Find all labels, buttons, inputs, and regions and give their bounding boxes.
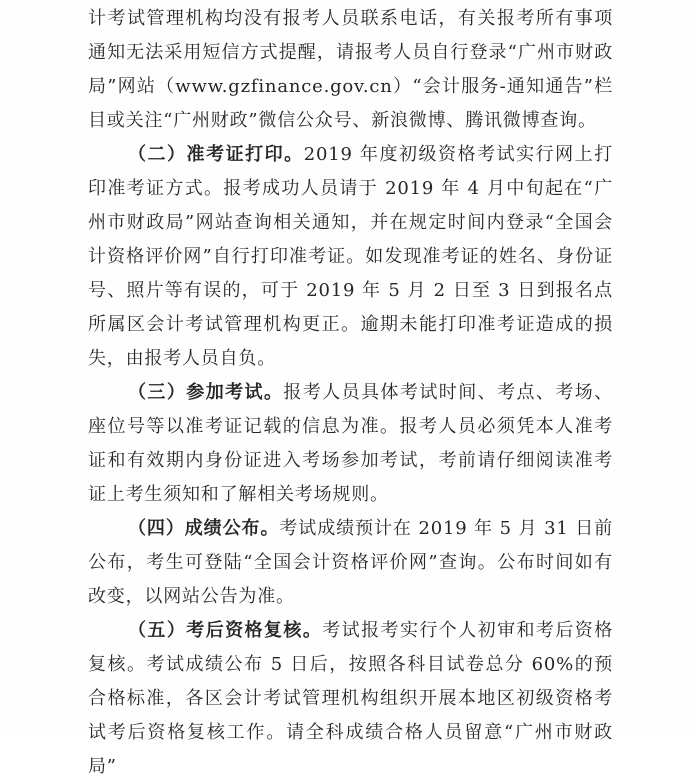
paragraph-attend-exam [88,376,613,512]
document-body [88,2,613,784]
section-heading: （五）考后资格复核。 [128,620,323,641]
section-body: 2019 年度初级资格考试实行网上打印准考证方式。报考成功人员请于 2019 年 4 月中旬起在“广州市财政局”网站查询相关通知，并在规定时间内登录“全国会计资格评价网”自行打印准考证。如发现准考证的姓名、身份证号、照片等有误的，可于 2019 年 5 月 2 日至 3 日到报名点所属区会计考试管理机构更正。逾期未能打印准考证造成的损失，由报考人员自负。 [88,144,613,369]
section-heading: （二）准考证打印。 [128,144,304,165]
paragraph-admission-ticket [88,138,613,376]
section-body: 考试成绩预计在 2019 年 5 月 31 日前公布，考生可登陆“全国会计资格评价网”查询。公布时间如有改变，以网站公告为准。 [88,518,613,607]
section-body: 报考人员具体考试时间、考点、考场、座位号等以准考证记载的信息为准。报考人员必须凭本人准考证和有效期内身份证进入考场参加考试，考前请仔细阅读准考证上考生须知和了解相关考场规则。 [88,382,613,505]
paragraph-contact-notice: 计考试管理机构均没有报考人员联系电话，有关报考所有事项通知无法采用短信方式提醒，请报考人员自行登录“广州市财政局”网站（www.gzfinance.gov.cn）“会计服务-通知通告”栏目或关注“广州财政”微信公众号、新浪微博、腾讯微博查询。 [88,8,613,131]
section-heading: （三）参加考试。 [128,382,284,403]
paragraph-qualification-review [88,614,613,784]
section-body: 考试报考实行个人初审和考后资格复核。考试成绩公布 5 日后，按照各科目试卷总分 60%的预合格标准，各区会计考试管理机构组织开展本地区初级资格考试考后资格复核工作。请全科成绩合格人员留意“广州市财政局” [88,620,613,777]
paragraph-score-release [88,512,613,614]
section-heading: （四）成绩公布。 [128,518,280,539]
